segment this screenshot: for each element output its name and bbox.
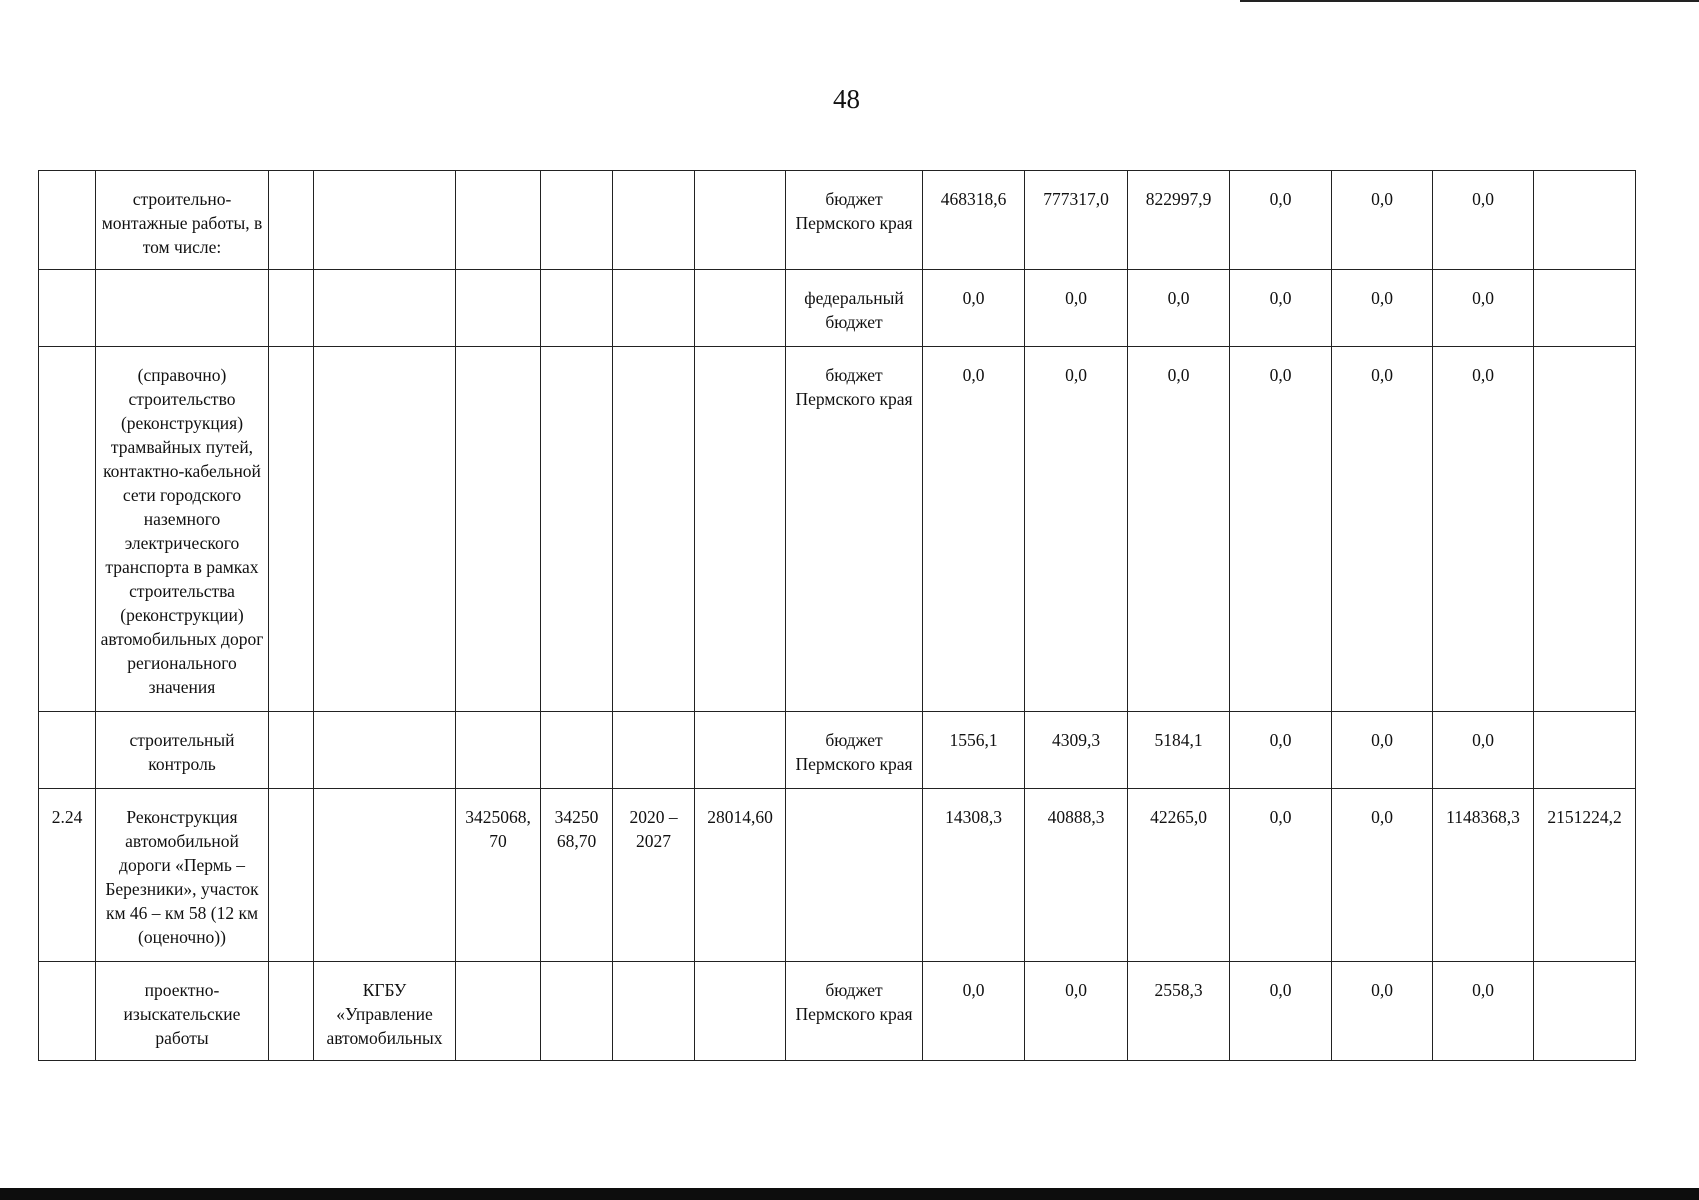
cell-cost2 [541,270,613,347]
cell-v6: 0,0 [1433,171,1534,270]
cell-source: федеральный бюджет [786,270,923,347]
cell-v4: 0,0 [1230,347,1332,712]
cell-name: Реконструкция автомобильной дороги «Пермь – Березники», участок км 46 – км 58 (12 км (оценочно)) [96,789,269,962]
scan-edge-bottom [0,1188,1699,1200]
cell-v6: 1148368,3 [1433,789,1534,962]
cell-v5: 0,0 [1332,171,1433,270]
cell-executor [314,712,456,789]
cell-v6: 0,0 [1433,270,1534,347]
cell-c8 [695,171,786,270]
cell-v1: 14308,3 [923,789,1025,962]
cell-c3 [269,712,314,789]
cell-v7 [1534,962,1636,1061]
cell-v2: 4309,3 [1025,712,1128,789]
cell-period [613,270,695,347]
cell-c3 [269,171,314,270]
cell-executor [314,270,456,347]
cell-cost1 [456,171,541,270]
cell-cost2 [541,712,613,789]
cell-c3 [269,347,314,712]
cell-cost1 [456,270,541,347]
cell-v2: 0,0 [1025,347,1128,712]
cell-cost2: 34250 68,70 [541,789,613,962]
cell-c8 [695,347,786,712]
cell-cost2 [541,347,613,712]
page-number: 48 [833,84,860,114]
cell-c8 [695,962,786,1061]
cell-v4: 0,0 [1230,270,1332,347]
cell-v5: 0,0 [1332,789,1433,962]
cell-v7 [1534,712,1636,789]
cell-source: бюджет Пермского края [786,171,923,270]
cell-period [613,171,695,270]
cell-v7: 2151224,2 [1534,789,1636,962]
cell-v2: 0,0 [1025,962,1128,1061]
cell-c3 [269,962,314,1061]
cell-v3: 0,0 [1128,347,1230,712]
cell-v5: 0,0 [1332,962,1433,1061]
cell-v4: 0,0 [1230,789,1332,962]
cell-source [786,789,923,962]
cell-v1: 0,0 [923,270,1025,347]
cell-v6: 0,0 [1433,962,1534,1061]
cell-v2: 777317,0 [1025,171,1128,270]
cell-executor [314,789,456,962]
cell-v5: 0,0 [1332,712,1433,789]
table-row [39,789,1636,962]
cell-source: бюджет Пермского края [786,962,923,1061]
cell-v4: 0,0 [1230,171,1332,270]
table-row [39,962,1636,1061]
cell-executor: КГБУ «Управление автомобильных [314,962,456,1061]
cell-period [613,347,695,712]
budget-table [38,170,1636,1061]
cell-v5: 0,0 [1332,270,1433,347]
cell-v5: 0,0 [1332,347,1433,712]
cell-no: 2.24 [39,789,96,962]
cell-cost2 [541,962,613,1061]
cell-source: бюджет Пермского края [786,712,923,789]
cell-cost1 [456,347,541,712]
cell-v4: 0,0 [1230,962,1332,1061]
cell-v3: 0,0 [1128,270,1230,347]
cell-executor [314,171,456,270]
cell-source: бюджет Пермского края [786,347,923,712]
cell-c8 [695,270,786,347]
cell-c8 [695,712,786,789]
cell-cost1: 3425068, 70 [456,789,541,962]
cell-v7 [1534,171,1636,270]
cell-v1: 468318,6 [923,171,1025,270]
cell-v7 [1534,347,1636,712]
cell-v6: 0,0 [1433,712,1534,789]
cell-cost1 [456,712,541,789]
cell-no [39,962,96,1061]
cell-name [96,270,269,347]
cell-v6: 0,0 [1433,347,1534,712]
cell-period [613,962,695,1061]
cell-no [39,171,96,270]
cell-period [613,712,695,789]
cell-c8: 28014,60 [695,789,786,962]
table-row [39,712,1636,789]
cell-v7 [1534,270,1636,347]
cell-name: (справочно) строительство (реконструкция) трамвайных путей, контактно-кабельной сети городского наземного электрического транспорта в рамках строительства (реконструкции) автомобильных дорог регионального значения [96,347,269,712]
cell-v1: 0,0 [923,347,1025,712]
cell-v3: 42265,0 [1128,789,1230,962]
cell-cost1 [456,962,541,1061]
cell-name: проектно-изыскательские работы [96,962,269,1061]
cell-name: строительный контроль [96,712,269,789]
table-row [39,270,1636,347]
cell-v3: 822997,9 [1128,171,1230,270]
cell-v1: 1556,1 [923,712,1025,789]
cell-v4: 0,0 [1230,712,1332,789]
cell-v1: 0,0 [923,962,1025,1061]
cell-c3 [269,270,314,347]
cell-v2: 40888,3 [1025,789,1128,962]
cell-period: 2020 – 2027 [613,789,695,962]
cell-v3: 5184,1 [1128,712,1230,789]
cell-no [39,270,96,347]
table-row [39,171,1636,270]
cell-v2: 0,0 [1025,270,1128,347]
cell-name: строительно-монтажные работы, в том числе: [96,171,269,270]
scan-edge-top [1240,0,1699,2]
cell-c3 [269,789,314,962]
cell-cost2 [541,171,613,270]
cell-executor [314,347,456,712]
cell-v3: 2558,3 [1128,962,1230,1061]
cell-no [39,712,96,789]
cell-no [39,347,96,712]
table-row [39,347,1636,712]
